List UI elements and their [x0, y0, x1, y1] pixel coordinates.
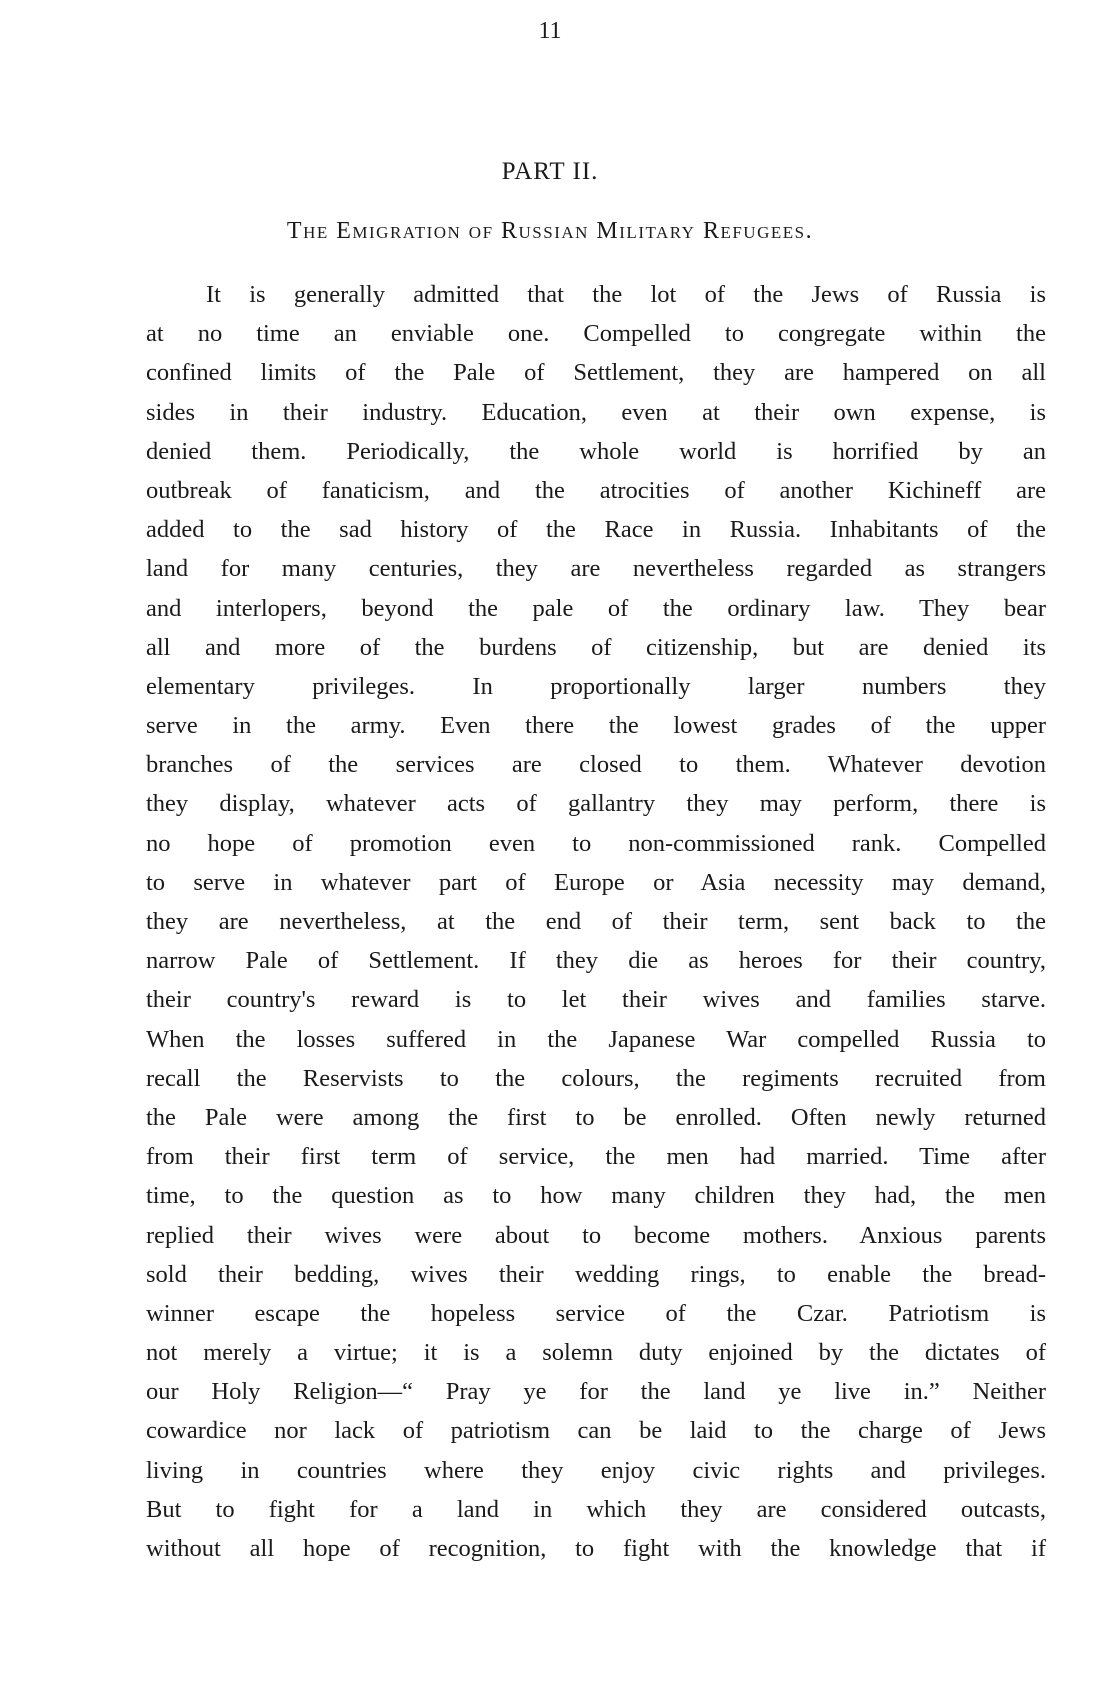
- text-line: added to the sad history of the Race in Russia. Inhabitants of the: [146, 516, 1046, 544]
- text-line: and interlopers, beyond the pale of the ordinary law. They bear: [146, 594, 1046, 622]
- text-line: recall the Reservists to the colours, the regiments recruited from: [146, 1064, 1046, 1092]
- text-line: confined limits of the Pale of Settlement, they are hampered on all: [146, 359, 1046, 387]
- text-line: not merely a virtue; it is a solemn duty enjoined by the dictates of: [146, 1339, 1046, 1367]
- text-line: living in countries where they enjoy civic rights and privileges.: [146, 1456, 1046, 1484]
- text-line: land for many centuries, they are nevertheless regarded as strangers: [146, 555, 1046, 583]
- text-line: they display, whatever acts of gallantry they may perform, there is: [146, 790, 1046, 818]
- text-line: winner escape the hopeless service of the Czar. Patriotism is: [146, 1299, 1046, 1327]
- text-line: the Pale were among the first to be enrolled. Often newly returned: [146, 1103, 1046, 1131]
- text-line: denied them. Periodically, the whole world is horrified by an: [146, 437, 1046, 465]
- page-number: 11: [538, 18, 562, 44]
- text-line: It is generally admitted that the lot of the Jews of Russia is: [206, 281, 1046, 308]
- text-line: When the losses suffered in the Japanese War compelled Russia to: [146, 1025, 1046, 1053]
- text-line: from their first term of service, the men had married. Time after: [146, 1143, 1046, 1171]
- text-line: time, to the question as to how many children they had, the men: [146, 1182, 1046, 1210]
- part-heading: PART II.: [501, 158, 599, 185]
- text-line: cowardice nor lack of patriotism can be laid to the charge of Jews: [146, 1417, 1046, 1445]
- text-line: sides in their industry. Education, even at their own expense, is: [146, 398, 1046, 426]
- text-line: no hope of promotion even to non-commissioned rank. Compelled: [146, 829, 1046, 857]
- text-line: without all hope of recognition, to fight with the knowledge that if: [146, 1535, 1046, 1562]
- text-line: But to fight for a land in which they are considered outcasts,: [146, 1495, 1046, 1523]
- text-line: their country's reward is to let their wives and families starve.: [146, 986, 1046, 1014]
- text-line: serve in the army. Even there the lowest grades of the upper: [146, 712, 1046, 740]
- text-line: sold their bedding, wives their wedding rings, to enable the bread-: [146, 1260, 1046, 1288]
- text-line: our Holy Religion—“ Pray ye for the land ye live in.” Neither: [146, 1378, 1046, 1406]
- text-line: all and more of the burdens of citizenship, but are denied its: [146, 633, 1046, 661]
- text-line: outbreak of fanaticism, and the atrocities of another Kichineff are: [146, 476, 1046, 504]
- section-subheading: The Emigration of Russian Military Refugees.: [286, 218, 814, 244]
- text-line: branches of the services are closed to them. Whatever devotion: [146, 751, 1046, 779]
- body-paragraph: [146, 275, 1046, 1568]
- text-line: elementary privileges. In proportionally larger numbers they: [146, 672, 1046, 700]
- text-line: they are nevertheless, at the end of their term, sent back to the: [146, 908, 1046, 935]
- text-line: to serve in whatever part of Europe or Asia necessity may demand,: [146, 868, 1046, 896]
- text-line: narrow Pale of Settlement. If they die as heroes for their country,: [146, 947, 1046, 975]
- text-line: replied their wives were about to become mothers. Anxious parents: [146, 1221, 1046, 1249]
- text-line: at no time an enviable one. Compelled to congregate within the: [146, 320, 1046, 348]
